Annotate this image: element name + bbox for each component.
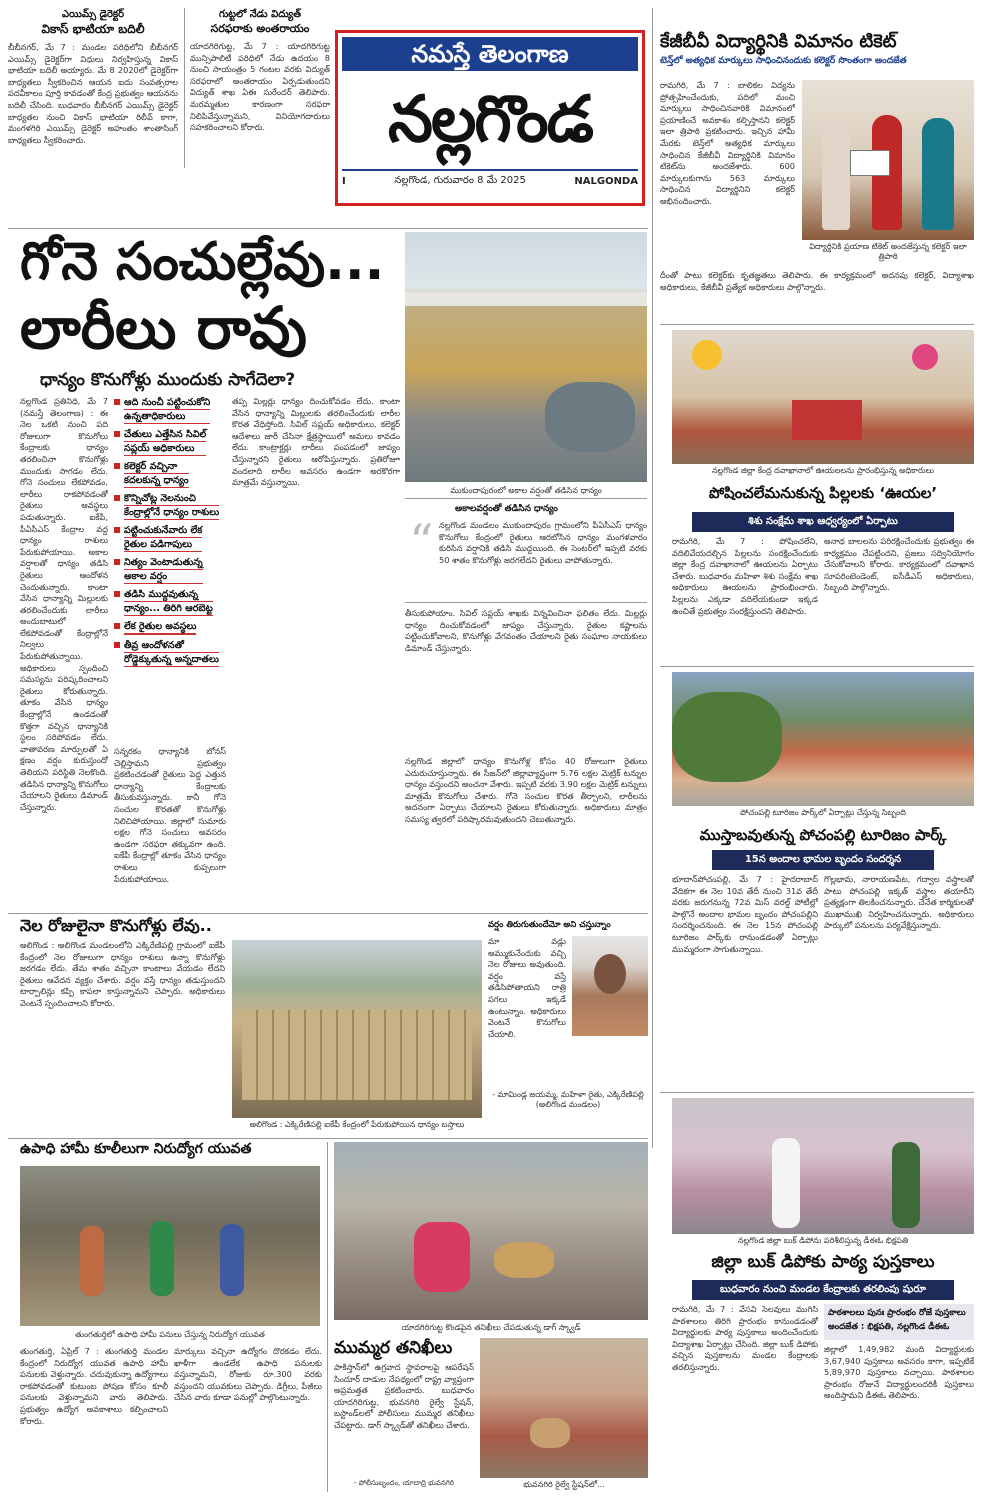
sub-story-body: అలిగొండ : అలిగొండ మండలంలోని ఎక్కిరేణిపల్లి గ్రామంలో ఐకేపీ కేంద్రంలో నెల రోజులుగా ధాన్యం రాశులు ఉన్నా కొనుగోళ్లు జరగడం లేదు. తేమ శాతం వచ్చినా కాంటాలు వేయడం లేదని రైతులు ఆవేదన వ్యక్తం చేశారు. వర్షం వస్తే ధాన్యం తడుస్తుందని టార్పాలిన్లు కప్పి కాపలా కాస్తున్నామని చెప్పారు. అధికారులు వెంటనే స్పందించాలని కోరారు. (20, 940, 225, 1008)
tanikhi-caption-2: భువనగిరి రైల్వే స్టేషన్‌లో... (523, 1480, 605, 1489)
lead-headline-2: లారీలు రావు (20, 294, 307, 362)
books-body: రామగిరి, మే 7 : వేసవి సెలవులు ముగిసి పాఠశాలలు తిరిగి ప్రారంభం కానుండడంతో విద్యార్థులకు పాఠ్య పుస్తకాలు అందించేందుకు విద్యాశాఖ ఏర్పాట్లు చేసింది. జిల్లా బుక్ డిపోకు వచ్చిన పుస్తకాలను మండల కేంద్రాలకు తరలిస్తున్నారు. (672, 1304, 818, 1372)
story-aiims-head1: ఎయిమ్స్ డైరెక్టర్ (61, 9, 125, 20)
bullet-9: తీవ్ర ఆందోళనతో రోడ్డెక్కుతున్న అన్నదాతలు (114, 639, 226, 667)
masthead-title: నల్లగొండ (388, 83, 592, 157)
uyala-body2: అనాథ బాలలను పరిరక్షించేందుకు ప్రభుత్వం ఈ కార్యక్రమం చేపట్టిందని, ప్రజలు సద్వినియోగం చేసుకోవాలని కోరారు. కార్యక్రమంలో దవాఖాన సూపరింటెండెంట్, ఐసీడీఎస్ అధికారులు, సిబ్బంది పాల్గొన్నారు. (824, 536, 974, 593)
upadhi-caption: తుంగతుర్తిలో ఉపాధి హామీ పనులు చేస్తున్న నిరుద్యోగ యువత (75, 1330, 265, 1339)
bullet-6: నిత్యం వెంటాడుతున్న అకాల వర్షం (114, 556, 226, 584)
sub-story-photo (232, 940, 482, 1118)
uyala-photo (672, 330, 974, 464)
books-body2: జిల్లాలో 1,49,982 మంది విద్యార్థులకు 3,67,940 పుస్తకాలు అవసరం కాగా, ఇప్పటికే 5,89,970 పుస్తకాలు వచ్చాయి. పాఠశాలల ప్రారంభం రోజునే విద్యార్థులందరికీ పుస్తకాలు అందిస్తామని డీఈఓ తెలిపారు. (824, 1344, 974, 1401)
lead-pullout: అకాలవర్షంతో తడిసిన ధాన్యం “ నల్లగొండ మండలం ముకుందాపురం గ్రామంలోని పీఏసీఎస్ ధాన్యం కొనుగోలు కేంద్రంలో రైతులు ఆరబోసిన ధాన్యం మంగళవారం కురిసిన వర్షానికి తడిసి ముద్దయింది. ఈ సెంటర్‌లో ఇప్పటి వరకు 50 శాతం కొనుగోళ్లు జరగలేదని రైతులు వాపోతున్నారు. (405, 504, 647, 599)
story-aiims-head2: వికాస్ భాటియా బదిలీ (41, 22, 145, 36)
park-head: ముస్తాబవుతున్న పోచంపల్లి టూరిజం పార్క్ (699, 826, 947, 844)
lead-photo-caption: ముకుందాపురంలో అకాల వర్షంతో తడిసిన ధాన్యం (450, 486, 602, 495)
bullet-7: తడిసి ముద్దవుతున్న ధాన్యం... తిరిగి ఆరబెట్ట (114, 588, 226, 616)
books-ribbon: బుధవారం నుంచి మండల కేంద్రాలకు తరలింపు షురూ (692, 1280, 954, 1300)
quote-box (488, 920, 648, 1132)
quote-attribution: - మామిండ్ల జయమ్మ, మహిళా రైతు, ఎక్కిరేణిపల్లి (అలిగొండ మండలం) (492, 1090, 644, 1109)
uyala-head: పోషించలేమనుకున్న పిల్లలకు ‘ఊయల’ (708, 484, 938, 502)
tanikhi-head: ముమ్మర తనిఖీలు (334, 1338, 453, 1358)
masthead-edition: NALGONDA (574, 175, 638, 187)
books-caption: నల్లగొండ జిల్లా బుక్ డిపోను పరిశీలిస్తున్న డీఈఓ భిక్షపతి (737, 1236, 909, 1245)
books-head: జిల్లా బుక్ డిపోకు పాఠ్య పుస్తకాలు (711, 1252, 935, 1272)
masthead (335, 30, 645, 206)
kgbv-photo (802, 80, 974, 240)
bullet-2: చేతులు ఎత్తేసిన సివిల్ సప్లయ్ అధికారులు (114, 428, 226, 456)
park-photo (672, 672, 974, 806)
bullet-5: పట్టించుకునేవారు లేక రైతుల పడిగాపులు (114, 524, 226, 552)
upadhi-body2: మార్కులు వచ్చినా ఉద్యోగం దొరకడం లేదు. ఖాళీగా ఉండలేక ఉపాధి పనులకు వస్తున్నామని, రోజుకు రూ.300 వరకు వస్తుందని యువకులు చెప్పారు. డిగ్రీలు, పీజీలు చేసిన వారు కూడా పనుల్లో పాల్గొంటున్నారు. (174, 1346, 322, 1403)
masthead-dateline: నల్లగొండ, గురువారం 8 మే 2025 (394, 175, 526, 186)
lead-headline-1: గోనె సంచుల్లేవు... (20, 232, 385, 292)
lead-bullets (114, 396, 226, 741)
story-power-head1: గుట్టలో నేడు విద్యుత్ (218, 9, 302, 20)
lead-body-col5: నల్లగొండ జిల్లాలో ధాన్యం కొనుగోళ్ల కోసం 40 రోజులుగా రైతులు ఎదురుచూస్తున్నారు. ఈ సీజన్‌లో జిల్లావ్యాప్తంగా 5.76 లక్షల మెట్రిక్ టన్నుల ధాన్యం వస్తుందని అంచనా వేశారు. ఇప్పటి వరకు 3.90 లక్షల మెట్రిక్ టన్నులు మాత్రమే కొనుగోలు చేశారు. గోనె సంచుల కొరత తీర్చాలని, లారీలను అదనంగా ఏర్పాటు చేయాలని రైతులు కోరుతున్నారు. అధికారులు మాత్రం సమస్య త్వరలో పరిష్కారమవుతుందని చెబుతున్నారు. (405, 756, 647, 824)
masthead-issue: I (342, 175, 346, 187)
quote-body: మా వడ్లు అమ్ముకునేందుకు వచ్చి నెల రోజులు అవుతుంది. వర్షం వస్తే తడిసిపోతాయని రాత్రి పగలు ఇక్కడే ఉంటున్నాం. అధికారులు వెంటనే కొనుగోలు చేయాలి. (488, 936, 566, 1039)
lead-photo (405, 232, 647, 482)
lead-pullout-body: నల్లగొండ మండలం ముకుందాపురం గ్రామంలోని పీఏసీఎస్ ధాన్యం కొనుగోలు కేంద్రంలో రైతులు ఆరబోసిన ధాన్యం మంగళవారం కురిసిన వర్షానికి తడిసి ముద్దయింది. ఈ సెంటర్‌లో ఇప్పటి వరకు 50 శాతం కొనుగోళ్లు జరగలేదని రైతులు వాపోతున్నారు. (439, 520, 647, 565)
park-body2: గొల్లభామ, నారాయణపేట, గద్వాల వస్త్రాలతో పాటు పోచంపల్లి ఇక్కత్ వస్త్రాల తయారీని ప్రత్యక్షంగా తిలకించనున్నారు. చేనేత కార్మికులతో ముఖాముఖి నిర్వహించనున్నారు. అధికారులు పార్కులో పనులను పర్యవేక్షిస్తున్నారు. (824, 874, 974, 931)
bullet-1: ఆది నుంచీ పట్టించుకోని ఉన్నతాధికారులు (114, 396, 226, 424)
upadhi-head: ఉపాధి హామీ కూలీలుగా నిరుద్యోగ యువత (20, 1141, 252, 1157)
story-kgbv-body2: దీంతో పాటు కలెక్టర్‌కు కృతజ్ఞతలు తెలిపారు. ఈ కార్యక్రమంలో అదనపు కలెక్టర్, విద్యాశాఖ అధికారులు, కేజీబీవీ ప్రత్యేక అధికారులు పాల్గొన్నారు. (660, 270, 974, 292)
books-box (824, 1304, 974, 1340)
bullet-8: లేక రైతుల అవస్థలు (114, 620, 226, 635)
lead-body-col1: నల్లగొండ ప్రతినిధి, మే 7 (నమస్తే తెలంగాణ) : ఈ నెల ఒకటి నుంచి పది రోజులుగా కొనుగోలు కేంద్రాలకు ధాన్యం తరలించినా కొనుగోళ్లు ముందుకు సాగడం లేదు. గోనె సంచులు లేకపోవడం, లారీలు రాకపోవడంతో రైతులు అవస్థలు పడుతున్నారు. ఐకేపీ, పీఏసీఎస్ కేంద్రాల వద్ద ధాన్యం రాశులు పేరుకుపోయాయి. అకాల వర్షాలతో ధాన్యం తడిసి రైతులు ఆందోళన చెందుతున్నారు. కాంటా వేసిన ధాన్యాన్ని మిల్లులకు తరలించేందుకు లారీలు అందుబాటులో లేకపోవడంతో కేంద్రాల్లోనే నిల్వలు పేరుకుపోతున్నాయి. అధికారులు స్పందించి సమస్యను పరిష్కరించాలని రైతులు కోరుతున్నారు. తూకం వేసిన ధాన్యం కేంద్రాల్లోనే ఉండడంతో కొత్తగా వచ్చిన ధాన్యానికి స్థలం సరిపోవడం లేదు. వాతావరణ మార్పులతో ఏ క్షణం వర్షం కురుస్తుందో తెలియని పరిస్థితి నెలకొంది. తడిసిన ధాన్యాన్ని కొనుగోలు చేయాలని రైతులు డిమాండ్ చేస్తున్నారు. (20, 396, 108, 812)
tanikhi-photo-2 (480, 1338, 648, 1478)
story-aiims (8, 8, 178, 168)
tanikhi-credit: - పోలీసుబృందం, యాదాద్రి భువనగిరి (354, 1479, 454, 1487)
kgbv-caption: విద్యార్థినికి ప్రయాణ టికెట్ అందజేస్తున్న కలెక్టర్ ఇలా త్రిపాఠి (809, 242, 967, 261)
sub-story-head: నెల రోజులైనా కొనుగోళ్లు లేవు.. (20, 916, 212, 935)
lead-body-col2: సన్నరకం ధాన్యానికి బోనస్ చెల్లిస్తామని ప్రభుత్వం ప్రకటించడంతో రైతులు పెద్ద ఎత్తున ధాన్యాన్ని కేంద్రాలకు తీసుకువస్తున్నారు. కానీ గోనె సంచుల కొరతతో కొనుగోళ్లు నిలిచిపోయాయి. జిల్లాలో సుమారు లక్షల గోనె సంచులు అవసరం ఉండగా సరఫరా తక్కువగా ఉంది. ఐకేపీ కేంద్రాల్లో తూకం వేసిన ధాన్యం రాశులు కుప్పలుగా పేరుకుపోయాయి. (114, 746, 226, 884)
books-box-line1: పాఠశాలలు పునః ప్రారంభం రోజే పుస్తకాలు (828, 1308, 966, 1318)
lead-body-col3: తప్ప మిల్లర్లు ధాన్యం దించుకోవడం లేదు. కాంటా వేసిన ధాన్యాన్ని మిల్లులకు తరలించేందుకు లారీల కొరత వేధిస్తోంది. సివిల్ సప్లయ్ అధికారులు, కలెక్టర్ ఆదేశాలు జారీ చేసినా క్షేత్రస్థాయిలో అమలు కావడం లేదు. కాంట్రాక్టర్లు లారీలు పంపడంలో జాప్యం చేస్తున్నారని రైతులు ఆరోపిస్తున్నారు. ప్రతిరోజూ వందలాది లారీల అవసరం ఉండగా అరకొరగా మాత్రమే వస్తున్నాయి. (232, 396, 400, 488)
lead-subhead: ధాన్యం కొనుగోళ్లు ముందుకు సాగేదెలా? (40, 370, 296, 390)
lead-body-col4: తీసుకుపోయాం. సివిల్ సప్లయ్ శాఖకు విన్నవించినా ఫలితం లేదు. మిల్లర్లు ధాన్యం దించుకోవడంలో జాప్యం చేస్తున్నారు. రైతుల కష్టాలను పట్టించుకోవాలని, కొనుగోళ్లు వేగవంతం చేయాలని రైతు సంఘాల నాయకులు డిమాండ్ చేస్తున్నారు. (405, 608, 647, 653)
story-power-head2: సరఫరాకు అంతరాయం (210, 22, 310, 35)
books-box-line2: అందజేత : భిక్షపతి, నల్లగొండ డీఈఓ (828, 1322, 950, 1332)
sub-story-caption: అలిగొండ : ఎక్కిరేణిపల్లి ఐకేపీ కేంద్రంలో పేరుకుపోయిన ధాన్యం బస్తాలు (249, 1120, 465, 1129)
bullet-3: కలెక్టర్ వచ్చినా కదలకున్న ధాన్యం (114, 460, 226, 488)
tanikhi-body: పాకిస్తాన్‌లో ఉగ్రవాద స్థావరాలపై ఆపరేషన్ సిందూర్ దాడుల నేపథ్యంలో రాష్ట్ర వ్యాప్తంగా అప్రమత్తత ప్రకటించారు. బుధవారం యాదగిరిగుట్ట, భువనగిరి రైల్వే స్టేషన్, బస్టాండ్‌లలో పోలీసులు ముమ్మర తనిఖీలు చేపట్టారు. డాగ్ స్క్వాడ్‌తో తనిఖీలు చేశారు. (334, 1362, 474, 1430)
tanikhi-caption: యాదగిరిగుట్ట కొండపైన తనిఖీలు చేపడుతున్న డాగ్ స్క్వాడ్ (401, 1323, 581, 1332)
quote-photo (572, 936, 648, 1036)
books-photo (672, 1098, 974, 1234)
story-aiims-body: బీబీనగర్, మే 7 : మండల పరిధిలోని బీబీనగర్ ఎయిమ్స్ డైరెక్టర్‌గా విధులు నిర్వహిస్తున్న వికాస్ భాటియా బదిలీ అయ్యారు. మే 8 2020లో డైరెక్టర్‌గా బాధ్యతలు స్వీకరించిన ఆయన ఐదు సంవత్సరాల పదవీకాలం పూర్తి కావడంతో కేంద్ర ప్రభుత్వం ఆయనను బదిలీ చేసింది. బుధవారం బీబీనగర్ ఎయిమ్స్ డైరెక్టర్ బాధ్యతల నుంచి వికాస్ భాటియా రిలీవ్ కాగా, మంగళగిరి ఎయిమ్స్ డైరెక్టర్ అహంతం శాంతాసింగ్ బాధ్యతలు స్వీకరించారు. (8, 42, 178, 145)
story-kgbv (660, 30, 974, 320)
bullet-4: కొన్నిచోట్ల నెలనుంచి కేంద్రాల్లోనే ధాన్యం రాశులు (114, 492, 226, 520)
story-kgbv-sub: టెన్త్‌లో అత్యధిక మార్కులు సాధించినందుకు కలెక్టర్ సొంతంగా అందజేత (660, 56, 907, 66)
story-kgbv-head: కేజీబీవీ విద్యార్థినికి విమానం టికెట్ (660, 31, 897, 52)
park-caption: పోచంపల్లి టూరిజం పార్క్‌లో ఏర్పాట్లు చేస్తున్న సిబ్బంది (740, 808, 906, 817)
story-power (190, 8, 330, 168)
upadhi-photo (20, 1166, 320, 1326)
uyala-body: రామగిరి, మే 7 : పోషించలేని, వదిలివేయదల్చిన పిల్లలను సంరక్షించేందుకు జిల్లా కేంద్ర దవాఖానాలో ఊయలను ఏర్పాటు చేశారు. బుధవారం మహిళా శిశు సంక్షేమ శాఖ అధికారులు ఊయలను ప్రారంభించారు. పిల్లలను ఎక్కడా వదిలేయకుండా ఇక్కడ ఉంచితే ప్రభుత్వం సంరక్షిస్తుందని తెలిపారు. (672, 536, 818, 616)
lead-pullout-head: అకాలవర్షంతో తడిసిన ధాన్యం (455, 504, 558, 514)
park-body: భూదాన్‌పోచంపల్లి, మే 7 : హైదరాబాద్ వేదికగా ఈ నెల 10వ తేదీ నుంచి 31వ తేదీ వరకు జరుగనున్న 72వ మిస్ వరల్డ్ పోటీల్లో పాల్గొనే అందాల భామల బృందం పోచంపల్లిని సందర్శించనుంది. ఈ నెల 15న పోచంపల్లి టూరిజం పార్క్‌కు రానుండడంతో ఏర్పాట్లు ముమ్మరంగా సాగుతున్నాయి. (672, 874, 818, 954)
uyala-caption: నల్లగొండ జిల్లా కేంద్ర దవాఖానాలో ఊయలలను ప్రారంభిస్తున్న అధికారులు (711, 466, 935, 475)
masthead-tagline: నమస్తే తెలంగాణ (342, 37, 638, 71)
upadhi-body: తుంగతుర్తి, ఏప్రిల్ 7 : తుంగతుర్తి మండల కేంద్రంలో నిరుద్యోగ యువత ఉపాధి హామీ పనులకు వెళ్తున్నారు. చదువుకున్నా ఉద్యోగాలు రాకపోవడంతో కుటుంబ పోషణ కోసం కూలీ పనులకు వెళ్తున్నామని వారు తెలిపారు. ప్రభుత్వం ఉద్యోగ అవకాశాలు కల్పించాలని కోరారు. (20, 1346, 168, 1426)
quote-head: వర్షం తిరుగుతుందేమో అని చస్తున్నాం (488, 920, 611, 930)
park-ribbon: 15న అందాల భామల బృందం సందర్శన (712, 850, 934, 870)
tanikhi-photo (334, 1142, 648, 1320)
story-kgbv-body: రామగిరి, మే 7 : బాలికల విద్యను ప్రోత్సహించేందుకు, పదిలో మంచి మార్కులు సాధించినవారికి విమానంలో ప్రయాణించే అవకాశం కల్పిస్తానని కలెక్టర్ ఇలా త్రిపాఠి ప్రకటించారు. ఇచ్చిన హామీ మేరకు టెన్త్‌లో అత్యధిక మార్కులు సాధించిన కేజీబీవీ విద్యార్థినికి విమానం టికెట్‌ను అందజేశారు. 600 మార్కులకుగాను 563 మార్కులు సాధించిన విద్యార్థినిని కలెక్టర్ అభినందించారు. (660, 80, 795, 206)
uyala-ribbon: శిశు సంక్షేమ శాఖ ఆధ్వర్యంలో ఏర్పాటు (692, 512, 954, 532)
story-power-body: యాదగిరిగుట్ట, మే 7 : యాదగిరిగుట్ట మున్సిపాలిటీ పరిధిలో నేడు ఉదయం 8 నుంచి సాయంత్రం 5 గంటల వరకు విద్యుత్ సరఫరాలో అంతరాయం ఏర్పడుతుందని విద్యుత్ శాఖ ఏఈ సురేందర్ తెలిపారు. మరమ్మతుల కారణంగా సరఫరా నిలిపివేస్తున్నామని, వినియోగదారులు సహకరించాలని కోరారు. (190, 41, 330, 133)
